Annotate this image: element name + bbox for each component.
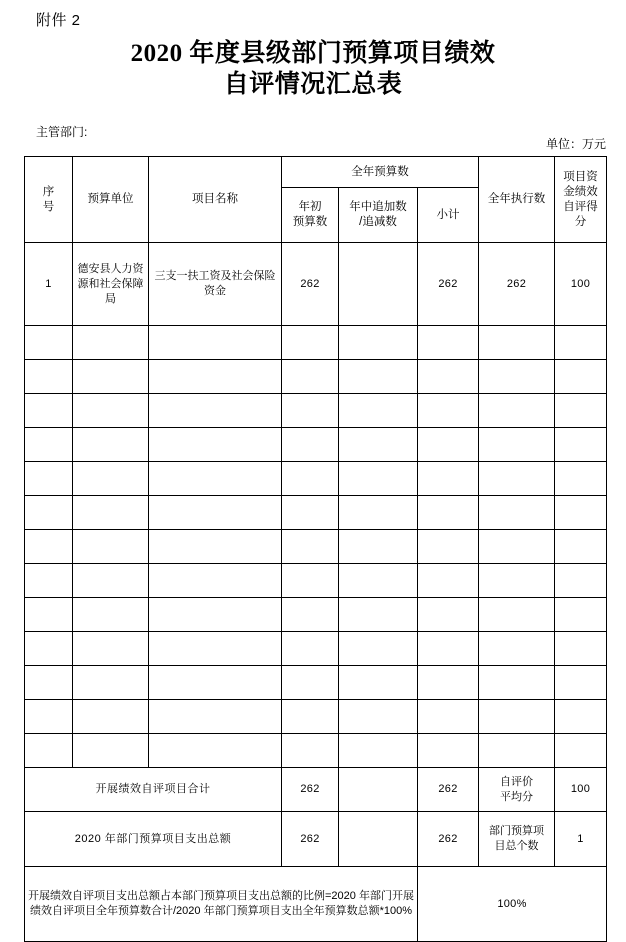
cell-subtotal: 262 [418, 243, 479, 326]
summary-total-beginning-budget: 262 [282, 768, 339, 812]
cell-empty [149, 564, 282, 598]
cell-empty [555, 632, 607, 666]
cell-empty [25, 632, 73, 666]
table-body [25, 243, 607, 768]
table-row-empty [25, 564, 607, 598]
cell-empty [149, 428, 282, 462]
cell-empty [479, 734, 555, 768]
column-header-annual-execution: 全年执行数 [479, 157, 555, 243]
cell-empty [555, 700, 607, 734]
table-row-empty [25, 462, 607, 496]
cell-empty [479, 530, 555, 564]
cell-empty [25, 496, 73, 530]
cell-empty [339, 632, 418, 666]
cell-beginning-budget: 262 [282, 243, 339, 326]
cell-empty [479, 326, 555, 360]
table-row-empty [25, 496, 607, 530]
table-row-empty [25, 666, 607, 700]
cell-empty [555, 496, 607, 530]
cell-project-name: 三支一扶工资及社会保险资金 [149, 243, 282, 326]
cell-empty [73, 666, 149, 700]
cell-empty [418, 360, 479, 394]
cell-mid-year-adjustment [339, 243, 418, 326]
cell-empty [479, 394, 555, 428]
cell-empty [339, 564, 418, 598]
cell-empty [282, 734, 339, 768]
cell-empty [555, 462, 607, 496]
summary-grand-label: 2020 年部门预算项目支出总额 [25, 812, 282, 867]
cell-empty [555, 530, 607, 564]
cell-empty [25, 700, 73, 734]
cell-empty [73, 462, 149, 496]
cell-annual-execution: 262 [479, 243, 555, 326]
summary-total-metric-label: 自评价 平均分 [479, 768, 555, 812]
cell-empty [149, 598, 282, 632]
cell-empty [282, 666, 339, 700]
cell-empty [479, 428, 555, 462]
cell-empty [25, 428, 73, 462]
cell-empty [555, 666, 607, 700]
column-header-subtotal: 小计 [418, 188, 479, 243]
cell-empty [418, 700, 479, 734]
cell-sequence: 1 [25, 243, 73, 326]
cell-empty [25, 734, 73, 768]
cell-empty [339, 666, 418, 700]
summary-total-metric-value: 100 [555, 768, 607, 812]
cell-empty [73, 394, 149, 428]
cell-empty [73, 598, 149, 632]
cell-empty [479, 564, 555, 598]
table-row-empty [25, 326, 607, 360]
table-row-empty [25, 598, 607, 632]
cell-self-eval-score: 100 [555, 243, 607, 326]
cell-empty [479, 700, 555, 734]
cell-empty [479, 598, 555, 632]
column-header-mid-year-adjustment: 年中追加数 /追减数 [339, 188, 418, 243]
cell-empty [282, 428, 339, 462]
cell-empty [339, 326, 418, 360]
table-row-empty [25, 530, 607, 564]
cell-empty [282, 326, 339, 360]
summary-grand-subtotal: 262 [418, 812, 479, 867]
cell-empty [282, 530, 339, 564]
summary-row-grand-total [25, 812, 607, 867]
cell-empty [418, 564, 479, 598]
cell-empty [339, 428, 418, 462]
cell-empty [73, 632, 149, 666]
cell-empty [25, 394, 73, 428]
cell-empty [73, 360, 149, 394]
table-row-empty [25, 700, 607, 734]
cell-empty [555, 598, 607, 632]
cell-empty [149, 700, 282, 734]
summary-grand-beginning-budget: 262 [282, 812, 339, 867]
cell-empty [73, 734, 149, 768]
page-title-line-2: 自评情况汇总表 [223, 71, 403, 98]
cell-empty [555, 394, 607, 428]
summary-total-label: 开展绩效自评项目合计 [25, 768, 282, 812]
cell-empty [479, 666, 555, 700]
cell-empty [339, 496, 418, 530]
cell-empty [418, 734, 479, 768]
column-header-sequence: 序 号 [25, 157, 73, 243]
cell-empty [282, 564, 339, 598]
cell-empty [282, 394, 339, 428]
table-header-row-top [25, 157, 607, 188]
cell-empty [418, 462, 479, 496]
cell-empty [73, 564, 149, 598]
summary-total-mid-year-adjustment [339, 768, 418, 812]
cell-empty [149, 530, 282, 564]
summary-grand-metric-label: 部门预算项 目总个数 [479, 812, 555, 867]
cell-empty [479, 360, 555, 394]
table-footer [25, 768, 607, 942]
cell-empty [73, 530, 149, 564]
cell-empty [418, 666, 479, 700]
budget-performance-table [24, 156, 607, 942]
cell-empty [282, 632, 339, 666]
supervising-department-label: 主管部门: [36, 125, 88, 139]
column-header-beginning-budget: 年初 预算数 [282, 188, 339, 243]
column-header-project-name: 项目名称 [149, 157, 282, 243]
cell-empty [73, 428, 149, 462]
cell-empty [339, 700, 418, 734]
meta-row [36, 124, 606, 152]
cell-empty [149, 360, 282, 394]
cell-empty [149, 394, 282, 428]
cell-empty [282, 462, 339, 496]
table-row [25, 243, 607, 326]
cell-empty [25, 530, 73, 564]
table-row-empty [25, 428, 607, 462]
cell-empty [339, 360, 418, 394]
cell-empty [25, 666, 73, 700]
cell-empty [555, 734, 607, 768]
cell-empty [339, 734, 418, 768]
formula-result-value: 100% [418, 867, 607, 942]
cell-empty [282, 700, 339, 734]
table-row-empty [25, 632, 607, 666]
cell-empty [418, 496, 479, 530]
cell-empty [73, 700, 149, 734]
column-header-self-eval-score: 项目资 金绩效 自评得 分 [555, 157, 607, 243]
column-header-annual-budget-group: 全年预算数 [282, 157, 479, 188]
cell-empty [479, 632, 555, 666]
cell-empty [339, 394, 418, 428]
cell-empty [25, 462, 73, 496]
cell-empty [418, 598, 479, 632]
cell-empty [555, 564, 607, 598]
cell-budget-unit: 德安县人力资源和社会保障局 [73, 243, 149, 326]
page-title [63, 38, 563, 100]
cell-empty [418, 632, 479, 666]
summary-grand-mid-year-adjustment [339, 812, 418, 867]
cell-empty [339, 462, 418, 496]
cell-empty [73, 496, 149, 530]
cell-empty [555, 326, 607, 360]
cell-empty [149, 496, 282, 530]
table-row-empty [25, 394, 607, 428]
cell-empty [25, 564, 73, 598]
currency-unit-label: 单位：万元 [545, 137, 606, 151]
cell-empty [25, 326, 73, 360]
cell-empty [149, 462, 282, 496]
cell-empty [418, 428, 479, 462]
cell-empty [282, 360, 339, 394]
cell-empty [25, 360, 73, 394]
cell-empty [418, 530, 479, 564]
cell-empty [418, 394, 479, 428]
summary-row-formula [25, 867, 607, 942]
page-title-line-1: 2020 年度县级部门预算项目绩效 [130, 40, 496, 67]
table-row-empty [25, 734, 607, 768]
cell-empty [555, 428, 607, 462]
cell-empty [73, 326, 149, 360]
attachment-label: 附件 2 [36, 12, 81, 29]
cell-empty [149, 326, 282, 360]
formula-description: 开展绩效自评项目支出总额占本部门预算项目支出总额的比例=2020 年部门开展绩效自评项目全年预算数合计/2020 年部门预算项目支出全年预算数总额*100% [25, 867, 418, 942]
cell-empty [149, 632, 282, 666]
cell-empty [25, 598, 73, 632]
cell-empty [555, 360, 607, 394]
cell-empty [418, 326, 479, 360]
cell-empty [282, 598, 339, 632]
summary-row-total [25, 768, 607, 812]
cell-empty [282, 496, 339, 530]
column-header-budget-unit: 预算单位 [73, 157, 149, 243]
table-row-empty [25, 360, 607, 394]
cell-empty [149, 734, 282, 768]
summary-total-subtotal: 262 [418, 768, 479, 812]
cell-empty [339, 530, 418, 564]
cell-empty [479, 496, 555, 530]
cell-empty [339, 598, 418, 632]
summary-grand-metric-value: 1 [555, 812, 607, 867]
cell-empty [479, 462, 555, 496]
cell-empty [149, 666, 282, 700]
